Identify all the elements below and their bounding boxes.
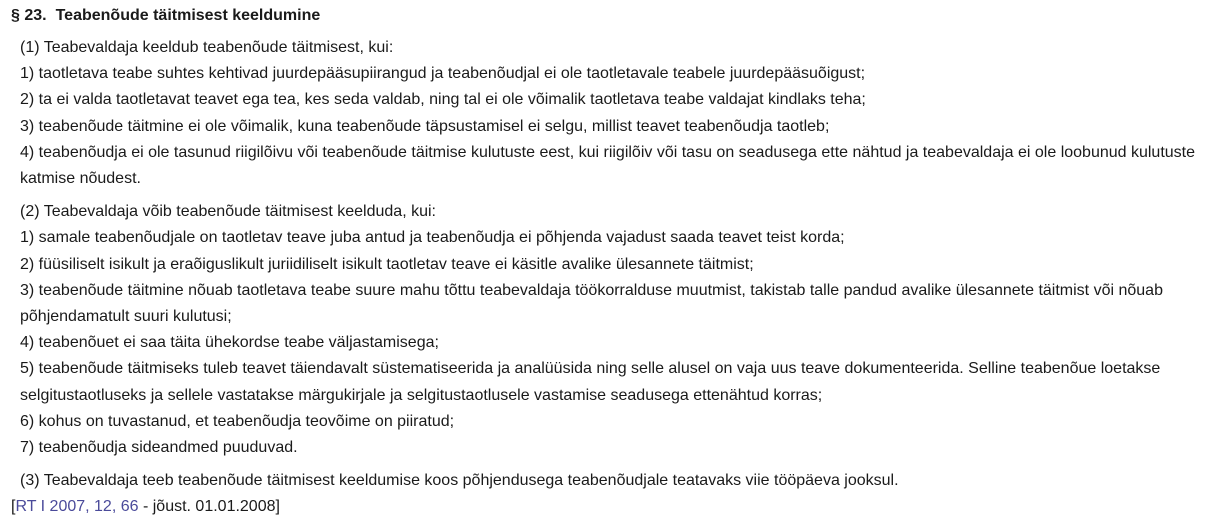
list-item: 2) füüsiliselt isikult ja eraõiguslikult juriidiliselt isikult taotletav teave ei käsitle avalike ülesannete täitmist;	[20, 255, 754, 273]
list-item: 6) kohus on tuvastanud, et teabenõudja teovõime on piiratud;	[20, 412, 455, 430]
paragraph-intro: (1) Teabevaldaja keeldub teabenõude täitmisest, kui:	[20, 39, 394, 56]
section-number: § 23.	[11, 7, 47, 24]
list-item: 3) teabenõude täitmine nõuab taotletava teabe suure mahu tõttu teabevaldaja töökorralduse muutmist, takistab talle pandud avalike ülesannete täitmist või nõuab põhjendamatult suuri kulutusi;	[20, 281, 1163, 326]
reference-suffix: - jõust. 01.01.2008]	[138, 498, 280, 516]
section-title: Teabenõude täitmisest keeldumine	[55, 7, 321, 24]
list-item: 4) teabenõuet ei saa täita ühekordse teabe väljastamisega;	[20, 334, 439, 352]
list-item: 7) teabenõudja sideandmed puuduvad.	[20, 439, 298, 457]
paragraph-3	[11, 468, 1211, 494]
list-item: 1) samale teabenõudjale on taotletav teave juba antud ja teabenõudja ei põhjenda vajadust saada teavet teist korda;	[20, 229, 845, 247]
list-item: 5) teabenõude täitmiseks tuleb teavet täiendavalt süstematiseerida ja analüüsida ning selle alusel on vaja uus teave dokumenteerida. Selline teabenõue loetakse selgitustaotluseks ja sellele vastatakse märgukirjale ja selgitustaotlusele vastamise seadusega ettenähtud korras;	[20, 360, 1161, 404]
paragraph-2	[11, 199, 1211, 461]
section-heading	[11, 3, 1211, 29]
source-reference	[11, 494, 1211, 520]
paragraph-intro: (3) Teabevaldaja teeb teabenõude täitmisest keeldumise koos põhjendusega teabenõudjale teatavaks viie tööpäeva jooksul.	[20, 472, 899, 490]
list-item: 4) teabenõudja ei ole tasunud riigilõivu või teabenõude täitmise kulutuste eest, kui riigilõiv või tasu on seadusega ette nähtud ja teabevaldaja ei ole loobunud kulutuste katmise nõudest.	[20, 143, 1196, 188]
law-section	[11, 3, 1211, 520]
list-item: 2) ta ei valda taotletavat teavet ega tea, kes seda valdab, ning tal ei ole võimalik taotletava teabe valdajat kindlaks teha;	[20, 91, 866, 109]
list-item: 3) teabenõude täitmine ei ole võimalik, kuna teabenõude täpsustamisel ei selgu, millist teavet teabenõudja taotleb;	[20, 117, 830, 135]
reference-open-bracket: [	[11, 498, 16, 516]
reference-link[interactable]: RT I 2007, 12, 66	[15, 498, 139, 516]
paragraph-1	[11, 35, 1211, 192]
list-item: 1) taotletava teabe suhtes kehtivad juurdepääsupiirangud ja teabenõudjal ei ole taotletavale teabele juurdepääsuõigust;	[20, 65, 866, 83]
paragraph-intro: (2) Teabevaldaja võib teabenõude täitmisest keelduda, kui:	[20, 203, 436, 221]
